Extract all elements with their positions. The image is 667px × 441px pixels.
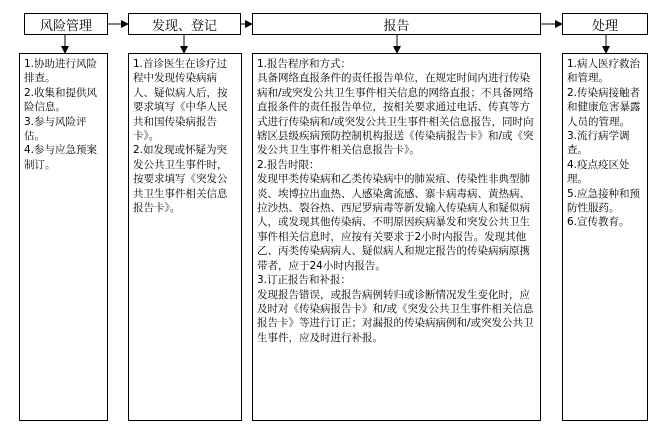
discovery-item: 2.如发现或怀疑为突发公共卫生事件时，按要求填写《突发公共卫生事件相关信息报告卡》。 (133, 144, 228, 215)
header-discovery-label: 发现、登记 (151, 18, 217, 34)
handling-content (562, 53, 648, 421)
discovery-registration-content (128, 53, 242, 421)
header-risk-label: 风险管理 (39, 18, 92, 34)
report-item: 发现报告错误，或报告病例转归或诊断情况发生变化时，应及时对《传染病报告卡》和/或《突发公共卫生事件相关信息报告卡》等进行订正；对漏报的传染病病例和/或突发公共卫生事件，应及时进行补报。 (257, 288, 534, 344)
header-handling (562, 13, 648, 35)
report-item: 发现甲类传染病和乙类传染病中的肺炭疽、传染性非典型肺炎、埃博拉出血热、人感染禽流感、寨卡病毒病、黄热病、拉沙热、裂谷热、西尼罗病毒等新发输入传染病人和疑似病人，或发现其他传染病、不明原因疾病暴发和突发公共卫生事件相关信息时，应按有关要求于2小时内报告。发现其他乙、丙类传染病病人、疑似病人和规定报告的传染病病原携带者，应于24小时内报告。 (257, 173, 530, 272)
header-discovery-registration (128, 13, 241, 35)
risk-item: 4.参与应急预案制订。 (24, 144, 98, 171)
handling-item: 2.传染病接触者和健康危害暴露人员的管理。 (567, 86, 641, 128)
header-report (252, 13, 541, 35)
discovery-item: 1.首诊医生在诊疗过程中发现传染病病人、疑似病人后，按要求填写《中华人民共和国传染病报告卡》。 (133, 58, 228, 143)
handling-item: 1.病人医疗救治和管理。 (567, 58, 641, 85)
handling-item: 6.宣传教育。 (567, 216, 630, 229)
handling-item: 3.流行病学调查。 (567, 130, 630, 157)
risk-management-content (19, 53, 108, 421)
handling-item: 4.疫点疫区处理。 (567, 158, 630, 186)
report-item: 2.报告时限： (257, 158, 320, 171)
report-item: 3.订正报告和补报： (257, 274, 352, 287)
report-item: 1.报告程序和方式： (257, 58, 352, 70)
header-handling-label: 处理 (591, 18, 618, 34)
risk-item: 3.参与风险评估。 (24, 115, 87, 143)
header-risk-management (24, 13, 108, 35)
report-item: 具备网络直报条件的责任报告单位，在规定时间内进行传染病和/或突发公共卫生事件相关信息的网络直报；不具备网络直报条件的责任报告单位，按相关要求通过电话、传真等方式进行传染病和/或突发公共卫生事件相关信息报告，同时向辖区县级疾病预防控制机构报送《传染病报告卡》和/或《突发公共卫生事件相关信息报告卡》。 (257, 72, 534, 157)
risk-item: 1.协助进行风险排查。 (24, 58, 98, 85)
report-content (252, 53, 541, 421)
risk-item: 2.收集和提供风险信息。 (24, 86, 98, 114)
handling-item: 5.应急接种和预防性服药。 (567, 187, 641, 215)
header-report-label: 报告 (383, 18, 410, 34)
